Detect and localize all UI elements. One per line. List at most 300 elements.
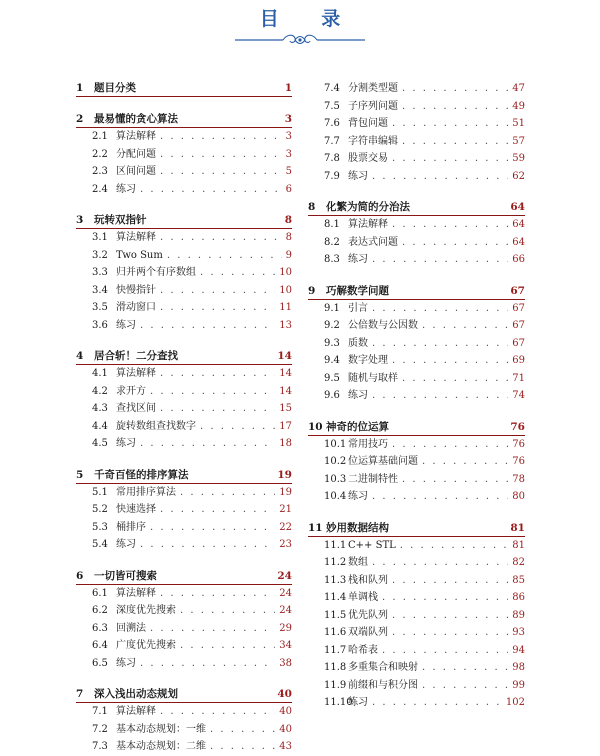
section-number: 3.4 [92,284,108,296]
section-title: 多重集合和映射 [348,662,418,673]
section-number: 3.5 [92,302,108,313]
toc-section-entry[interactable] [308,115,525,133]
section-page-number: 98 [512,662,525,673]
section-title: 深度优先搜索 [116,605,176,616]
section-page-number: 3 [285,131,292,142]
section-title: 练习 [116,319,136,331]
section-title: 桶排序 [116,521,146,533]
section-number: 4.1 [92,368,108,379]
toc-section-entry[interactable] [308,234,525,252]
section-title: 归并两个有序数组 [116,267,196,278]
section-number: 3.3 [92,267,108,278]
dot-leader [200,264,275,282]
toc-section-entry[interactable] [308,694,525,712]
section-number: 4.4 [92,420,108,432]
section-title: 算法解释 [116,131,156,142]
section-number: 7.9 [324,170,340,182]
toc-section-entry[interactable] [308,216,525,234]
dot-leader [382,642,508,660]
section-title: 练习 [116,438,136,449]
section-page-number: 67 [512,337,525,349]
toc-section-entry[interactable] [76,229,292,247]
section-page-number: 6 [285,183,292,195]
toc-section-entry[interactable] [76,383,292,401]
dot-leader [160,365,275,383]
section-title: 练习 [348,697,368,708]
dot-leader [180,484,275,502]
toc-section-entry[interactable] [76,501,292,519]
toc-section-entry[interactable] [308,624,525,642]
section-title: 回溯法 [116,622,146,634]
dot-leader [372,335,508,353]
chapter-page-number: 81 [510,521,525,534]
section-title: 常用技巧 [348,438,388,450]
section-page-number: 80 [512,491,525,502]
section-page-number: 10 [279,284,292,296]
section-title: 单调栈 [348,592,378,603]
section-number: 5.1 [92,486,108,498]
toc-section-entry[interactable] [308,607,525,625]
section-page-number: 8 [285,232,292,243]
dot-leader [392,607,508,625]
section-title: 练习 [348,491,368,502]
chapter-title: 巧解数学问题 [326,284,389,297]
section-number: 8.3 [324,254,340,265]
section-page-number: 64 [512,219,525,230]
toc-section-entry[interactable] [308,572,525,590]
chapter-title: 题目分类 [94,82,136,94]
section-title: 表达式问题 [348,236,398,248]
section-page-number: 59 [512,153,525,164]
section-number: 11.8 [324,662,347,673]
section-number: 6.1 [92,587,108,599]
toc-section-entry[interactable] [76,703,292,721]
chapter-page-number: 19 [277,468,292,481]
toc-section-entry[interactable] [308,251,525,269]
section-number: 7.7 [324,135,340,147]
section-page-number: 9 [285,249,292,261]
section-page-number: 5 [285,166,292,177]
section-page-number: 23 [279,539,292,550]
dot-leader [422,659,508,677]
section-page-number: 74 [512,390,525,401]
dot-leader [422,453,508,471]
chapter-title: 化繁为简的分治法 [326,201,410,213]
section-number: 2.2 [92,148,108,160]
toc-chapter-entry[interactable] [76,686,292,703]
section-number: 9.1 [324,302,340,314]
section-page-number: 40 [279,723,292,735]
toc-section-entry[interactable] [76,128,292,146]
dot-leader [200,418,275,436]
chapter-page-number: 76 [510,420,525,433]
section-number: 7.4 [324,83,340,94]
toc-section-entry[interactable] [76,282,292,300]
section-title: 位运算基础问题 [348,456,418,467]
section-title: 练习 [348,170,368,182]
section-page-number: 17 [279,420,292,432]
dot-leader [210,721,275,739]
dot-leader [140,317,275,335]
section-number: 9.6 [324,390,340,401]
section-title: 练习 [116,539,136,550]
chapter-page-number: 1 [284,82,292,94]
chapter-page-number: 14 [277,350,292,362]
section-title: 质数 [348,337,368,349]
chapter-number: 9 [308,284,316,297]
toc-section-entry[interactable] [76,519,292,537]
section-number: 11.7 [324,644,347,656]
section-page-number: 89 [512,609,525,621]
chapter-title: 居合斩！二分查找 [94,350,178,362]
section-page-number: 67 [512,302,525,314]
chapter-page-number: 8 [284,214,292,226]
dot-leader [160,229,282,247]
section-number: 3.1 [92,232,108,243]
section-number: 7.2 [92,723,108,735]
toc-section-entry[interactable] [76,418,292,436]
dot-leader [402,471,508,489]
section-number: 4.2 [92,385,108,397]
chapter-number: 3 [76,214,84,226]
toc-section-entry[interactable] [76,484,292,502]
section-number: 7.6 [324,118,340,129]
section-page-number: 38 [279,657,292,669]
section-title: 分割类型题 [348,83,398,94]
dot-leader [180,602,275,620]
dot-leader [372,168,508,186]
section-title: C++ STL [348,539,396,551]
section-page-number: 94 [512,644,525,656]
dot-leader [372,387,508,405]
toc-left-column [76,80,292,756]
section-page-number: 76 [512,438,525,450]
section-number: 7.3 [92,741,108,752]
section-page-number: 47 [512,83,525,94]
toc-section-entry[interactable] [76,585,292,603]
dot-leader [372,554,508,572]
section-number: 6.3 [92,622,108,634]
toc-section-entry[interactable] [308,80,525,98]
chapter-title: 深入浅出动态规划 [94,688,178,700]
chapter-number: 10 [308,420,323,433]
toc-section-entry[interactable] [76,602,292,620]
dot-leader [402,234,508,252]
section-title: 练习 [116,657,136,669]
section-number: 4.3 [92,403,108,414]
toc-section-entry[interactable] [308,642,525,660]
section-title: 练习 [116,183,136,195]
section-title: 基本动态规划：一维 [116,723,206,735]
toc-section-entry[interactable] [308,677,525,695]
toc-section-entry[interactable] [76,620,292,638]
dot-leader [140,181,282,199]
toc-section-entry[interactable] [76,435,292,453]
section-page-number: 57 [512,135,525,147]
chapter-page-number: 40 [277,688,292,700]
toc-section-entry[interactable] [76,637,292,655]
section-page-number: 67 [512,320,525,331]
toc-section-entry[interactable] [308,150,525,168]
section-title: 快速选择 [116,504,156,515]
toc-section-entry[interactable] [76,299,292,317]
section-page-number: 11 [279,302,292,313]
toc-section-entry[interactable] [76,181,292,199]
toc-section-entry[interactable] [308,488,525,506]
section-page-number: 40 [279,706,292,717]
toc-section-entry[interactable] [308,554,525,572]
toc-section-entry[interactable] [308,168,525,186]
chapter-title: 最易懂的贪心算法 [94,113,178,125]
section-number: 5.3 [92,521,108,533]
section-page-number: 69 [512,355,525,366]
toc-section-entry[interactable] [308,537,525,555]
dot-leader [160,128,282,146]
section-title: 练习 [348,254,368,265]
section-title: 栈和队列 [348,574,388,586]
section-number: 10.2 [324,456,347,467]
dot-leader [392,436,508,454]
chapter-title: 一切皆可搜索 [94,569,157,582]
chapter-title: 妙用数据结构 [326,521,389,534]
page-title: 目 录 [259,8,359,30]
section-page-number: 81 [512,539,525,551]
section-page-number: 82 [512,557,525,568]
section-number: 6.2 [92,605,108,616]
toc-chapter-entry[interactable] [308,199,525,216]
section-number: 11.4 [324,592,347,603]
toc-section-entry[interactable] [308,370,525,388]
dot-leader [150,383,275,401]
chapter-title: 玩转双指针 [94,214,147,226]
toc-section-entry[interactable] [308,133,525,151]
section-number: 7.1 [92,706,108,717]
section-title: 旋转数组查找数字 [116,420,196,432]
dot-leader [140,435,275,453]
dot-leader [160,585,275,603]
toc-section-entry[interactable] [76,264,292,282]
section-title: 算法解释 [116,232,156,243]
section-title: 双端队列 [348,627,388,638]
section-title: 算法解释 [116,706,156,717]
section-page-number: 34 [279,640,292,651]
toc-section-entry[interactable] [308,471,525,489]
section-title: 随机与取样 [348,372,398,384]
toc-section-entry[interactable] [308,659,525,677]
section-page-number: 78 [512,473,525,485]
section-page-number: 3 [285,148,292,160]
toc-section-entry[interactable] [76,721,292,739]
section-title: 区间问题 [116,166,156,177]
toc-section-entry[interactable] [76,738,292,756]
dot-leader [392,352,508,370]
section-number: 3.6 [92,319,108,331]
dot-leader [140,536,275,554]
dot-leader [372,488,508,506]
toc-chapter-entry[interactable] [308,419,525,436]
toc-chapter-entry[interactable] [76,568,292,585]
title-ornament-divider [235,32,365,48]
section-number: 11.3 [324,574,347,586]
toc-section-entry[interactable] [308,317,525,335]
dot-leader [382,589,508,607]
dot-leader [402,98,508,116]
toc-right-column [308,80,525,712]
section-number: 7.5 [324,100,340,112]
section-number: 8.2 [324,236,340,248]
section-page-number: 21 [279,504,292,515]
section-page-number: 85 [512,574,525,586]
toc-section-entry[interactable] [308,589,525,607]
dot-leader [402,370,508,388]
section-title: 背包问题 [348,118,388,129]
section-title: 算法解释 [116,587,156,599]
section-page-number: 15 [279,403,292,414]
dot-leader [150,620,275,638]
section-title: 常用排序算法 [116,486,176,498]
toc-section-entry[interactable] [308,352,525,370]
dot-leader [372,251,508,269]
toc-section-entry[interactable] [308,98,525,116]
section-page-number: 10 [279,267,292,278]
dot-leader [160,400,275,418]
section-title: 算法解释 [348,219,388,230]
section-number: 10.4 [324,491,347,502]
section-title: Two Sum [116,249,163,261]
section-page-number: 51 [512,118,525,129]
section-title: 广度优先搜索 [116,640,176,651]
section-number: 11.2 [324,557,347,568]
toc-section-entry[interactable] [308,387,525,405]
toc-section-entry[interactable] [76,146,292,164]
section-number: 4.5 [92,438,108,449]
section-number: 10.1 [324,438,347,450]
toc-section-entry[interactable] [76,163,292,181]
section-page-number: 76 [512,456,525,467]
section-page-number: 29 [279,622,292,634]
toc-section-entry[interactable] [308,436,525,454]
section-title: 前缀和与积分图 [348,679,418,691]
section-title: 查找区间 [116,403,156,414]
section-title: 快慢指针 [116,284,156,296]
section-page-number: 24 [279,587,292,599]
chapter-number: 6 [76,569,84,582]
dot-leader [392,216,508,234]
section-number: 9.3 [324,337,340,349]
toc-chapter-entry[interactable] [76,111,292,128]
section-number: 6.5 [92,657,108,669]
section-number: 5.2 [92,504,108,515]
section-page-number: 62 [512,170,525,182]
section-number: 3.2 [92,249,108,261]
section-number: 6.4 [92,640,108,651]
chapter-page-number: 67 [510,284,525,297]
dot-leader [422,317,508,335]
section-title: 二进制特性 [348,473,398,485]
dot-leader [160,501,275,519]
toc-section-entry[interactable] [76,400,292,418]
chapter-page-number: 64 [510,201,525,213]
chapter-number: 2 [76,113,84,125]
dot-leader [392,624,508,642]
section-page-number: 93 [512,627,525,638]
section-page-number: 13 [279,319,292,331]
toc-chapter-entry[interactable] [76,212,292,229]
chapter-number: 5 [76,468,84,481]
section-page-number: 19 [279,486,292,498]
section-page-number: 64 [512,236,525,248]
toc-chapter-entry[interactable] [76,348,292,365]
section-title: 基本动态规划：二维 [116,741,206,752]
chapter-title: 千奇百怪的排序算法 [94,468,189,481]
dot-leader [210,738,275,756]
section-number: 11.6 [324,627,347,638]
toc-chapter-entry[interactable] [308,283,525,300]
chapter-page-number: 3 [284,113,292,125]
dot-leader [402,80,508,98]
toc-section-entry[interactable] [76,317,292,335]
toc-chapter-entry[interactable] [76,80,292,97]
chapter-number: 11 [308,521,323,534]
section-number: 9.2 [324,320,340,331]
dot-leader [160,299,275,317]
section-page-number: 49 [512,100,525,112]
section-page-number: 66 [512,254,525,265]
toc-chapter-entry[interactable] [76,467,292,484]
toc-section-entry[interactable] [76,365,292,383]
section-title: 分配问题 [116,148,156,160]
chapter-title: 神奇的位运算 [326,420,389,433]
dot-leader [160,163,282,181]
section-page-number: 99 [512,679,525,691]
toc-section-entry[interactable] [308,300,525,318]
section-title: 数组 [348,557,368,568]
dot-leader [150,519,275,537]
section-number: 2.3 [92,166,108,177]
section-number: 8.1 [324,219,340,230]
section-number: 5.4 [92,539,108,550]
dot-leader [402,133,508,151]
toc-section-entry[interactable] [308,453,525,471]
section-number: 11.10 [324,697,353,708]
dot-leader [392,572,508,590]
dot-leader [140,655,275,673]
toc-chapter-entry[interactable] [308,520,525,537]
section-number: 9.4 [324,355,340,366]
dot-leader [372,694,502,712]
section-page-number: 24 [279,605,292,616]
section-number: 7.8 [324,153,340,164]
dot-leader [400,537,509,555]
section-number: 11.9 [324,679,347,691]
dot-leader [160,146,282,164]
section-title: 练习 [348,390,368,401]
toc-section-entry[interactable] [76,247,292,265]
section-title: 哈希表 [348,644,378,656]
section-page-number: 14 [279,368,292,379]
dot-leader [392,150,508,168]
toc-section-entry[interactable] [308,335,525,353]
section-title: 求开方 [116,385,146,397]
section-number: 10.3 [324,473,347,485]
section-title: 滑动窗口 [116,302,156,313]
toc-section-entry[interactable] [76,536,292,554]
dot-leader [167,247,282,265]
section-number: 11.1 [324,539,347,551]
dot-leader [180,637,275,655]
section-page-number: 71 [512,372,525,384]
toc-section-entry[interactable] [76,655,292,673]
